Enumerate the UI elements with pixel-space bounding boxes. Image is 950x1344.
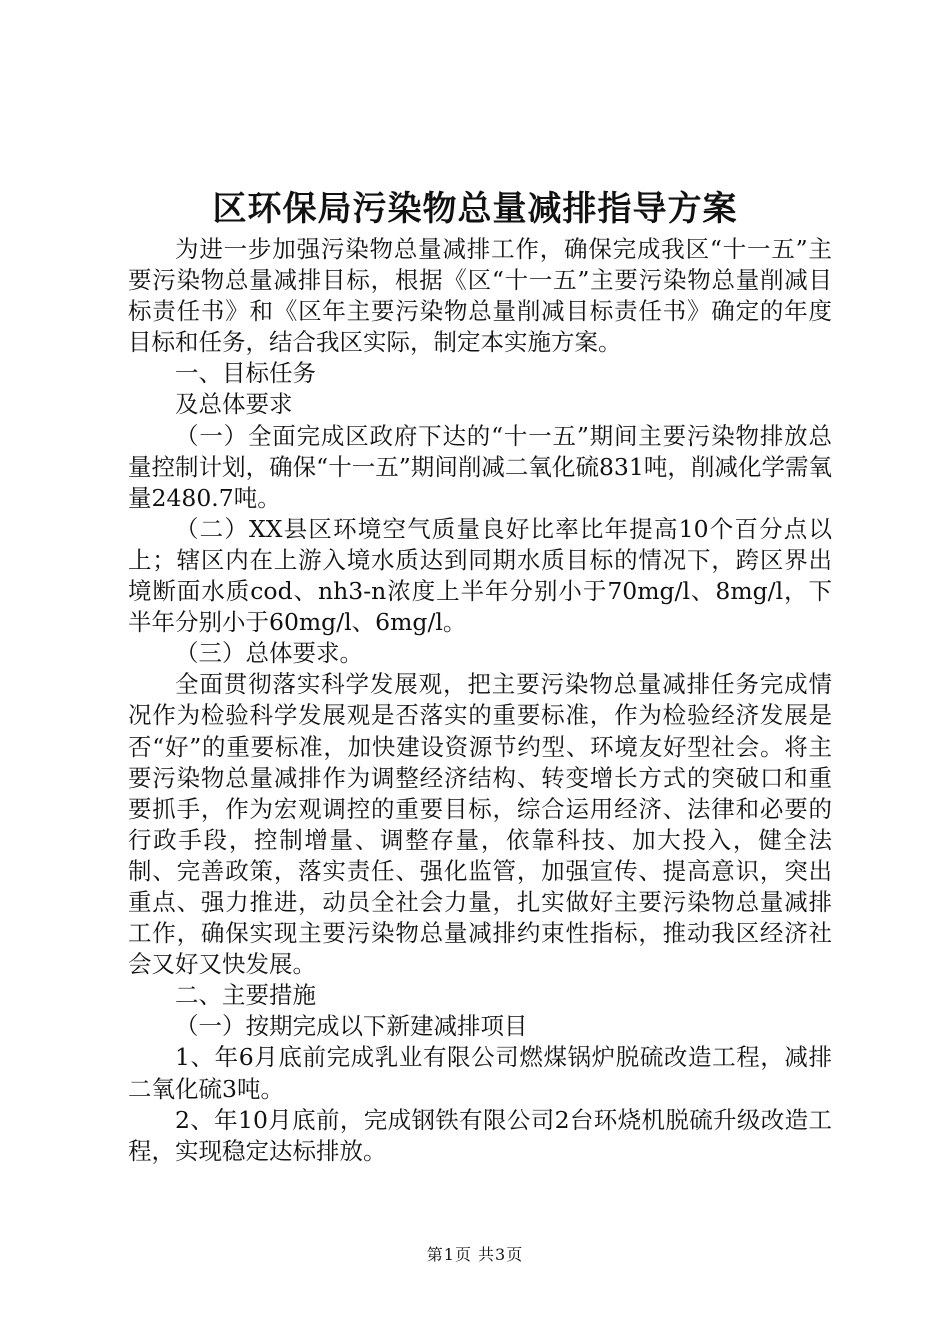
page-footer: 第1页 共3页	[426, 1245, 524, 1264]
section-heading-goals: 一、目标任务	[175, 359, 316, 388]
goal-item-1: （一）全面完成区政府下达的“十一五”期间主要污染物排放总量控制计划，确保“十一五”期间削减二氧化硫831吨，削减化学需氧量2480.7吨。	[128, 421, 832, 512]
measures-subheading-1: （一）按期完成以下新建减排项目	[175, 1012, 528, 1041]
general-requirements-paragraph: 全面贯彻落实科学发展观，把主要污染物总量减排任务完成情况作为检验科学发展观是否落实的重要标准，作为检验经济发展是否“好”的重要标准，加快建设资源节约型、环境友好型社会。将主要污染物总量减排作为调整经济结构、转变增长方式的突破口和重要抓手，作为宏观调控的重要目标，综合运用经济、法律和必要的行政手段，控制增量、调整存量，依靠科技、加大投入，健全法制、完善政策，落实责任、强化监管，加强宣传、提高意识，突出重点、强力推进，动员全社会力量，扎实做好主要污染物总量减排工作，确保实现主要污染物总量减排约束性指标，推动我区经济社会又好又快发展。	[128, 670, 832, 979]
goal-item-3-heading: （三）总体要求。	[175, 639, 363, 668]
section-heading-requirements: 及总体要求	[175, 390, 293, 419]
measure-item-1: 1、年6月底前完成乳业有限公司燃煤锅炉脱硫改造工程，减排二氧化硫3吨。	[128, 1043, 832, 1103]
document-body	[128, 234, 832, 1167]
document-title: 区环保局污染物总量减排指导方案	[212, 189, 738, 229]
measure-item-2: 2、年10月底前，完成钢铁有限公司2台环烧机脱硫升级改造工程，实现稳定达标排放。	[128, 1105, 832, 1165]
intro-paragraph: 为进一步加强污染物总量减排工作，确保完成我区“十一五”主要污染物总量减排目标，根据《区“十一五”主要污染物总量削减目标责任书》和《区年主要污染物总量削减目标责任书》确定的年度目标和任务，结合我区实际，制定本实施方案。	[128, 235, 832, 357]
goal-item-2: （二）XX县区环境空气质量良好比率比年提高10个百分点以上；辖区内在上游入境水质达到同期水质目标的情况下，跨区界出境断面水质cod、nh3-n浓度上半年分别小于70mg/l、8mg/l，下半年分别小于60mg/l、6mg/l。	[128, 514, 832, 637]
section-heading-measures: 二、主要措施	[175, 981, 316, 1010]
